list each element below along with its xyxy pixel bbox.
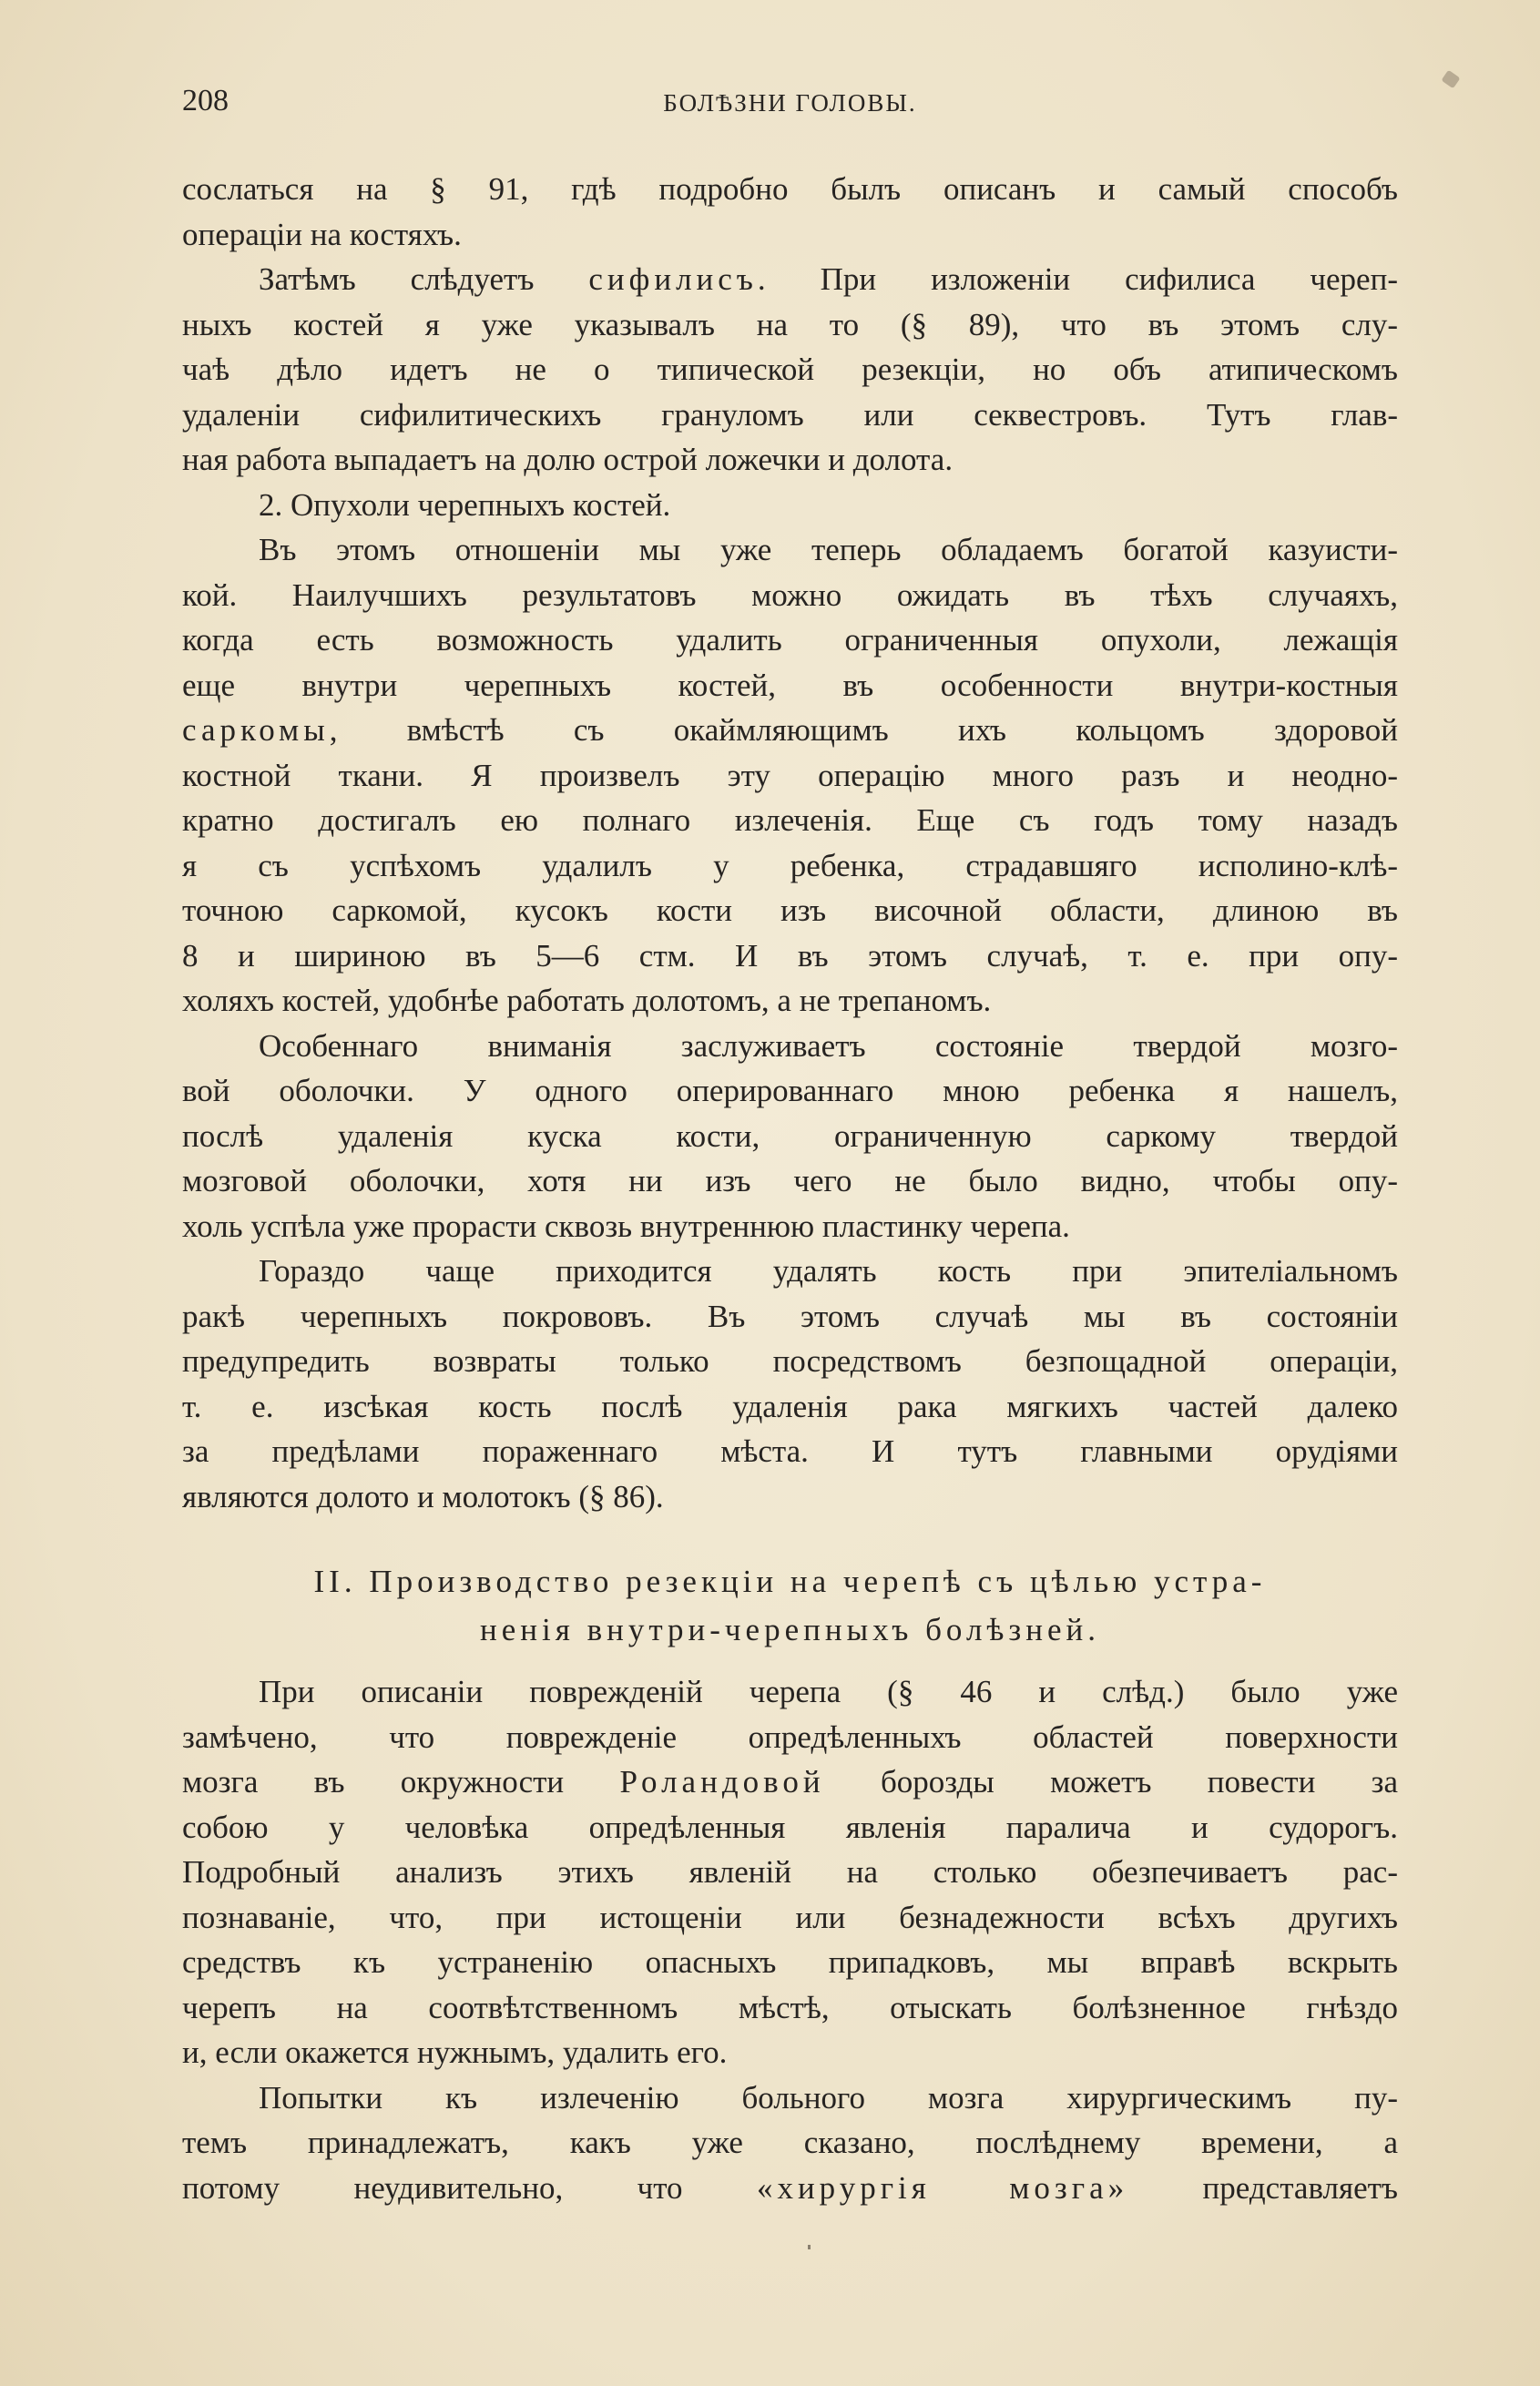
text-line: я съ успѣхомъ удалилъ у ребенка, страдавшяго исполино-клѣ- (182, 847, 1398, 883)
text-line: мозговой оболочки, хотя ни изъ чего не было видно, чтобы опу- (182, 1163, 1398, 1198)
text-line: еще внутри черепныхъ костей, въ особенности внутри-костныя (182, 667, 1398, 703)
text-line: мозга въ окружности Роландовой борозды можетъ повести за (182, 1764, 1398, 1800)
text-line: собою у человѣка опредѣленныя явленія паралича и судорогъ. (182, 1809, 1398, 1845)
text-line: холяхъ костей, удобнѣе работать долотомъ, а не трепаномъ. (182, 983, 992, 1018)
text-line: При описаніи поврежденій черепа (§ 46 и слѣд.) было уже (259, 1674, 1398, 1709)
text-block-bottom (182, 1669, 1398, 2210)
text-line: потому неудивительно, что «хирургія мозга» представляетъ (182, 2169, 1399, 2206)
text-line: Гораздо чаще приходится удалять кость при эпителіальномъ (259, 1253, 1398, 1289)
paragraph-continuation (182, 167, 1398, 257)
text-line: удаленіи сифилитическихъ грануломъ или секвестровъ. Тутъ глав- (182, 396, 1398, 433)
text-line: ная работа выпадаетъ на долю острой ложечки и долота. (182, 442, 954, 477)
section-heading-line: II. Производство резекціи на черепѣ съ цѣлью устра- (313, 1564, 1267, 1599)
text-line: познаваніе, что, при истощеніи или безнадежности всѣхъ другихъ (182, 1899, 1398, 1935)
page-header (182, 84, 1398, 120)
spaced-term: саркомы (182, 712, 330, 748)
spaced-term: сифилисъ (588, 261, 758, 297)
text-line: черепъ на соотвѣтственномъ мѣстѣ, отыскать болѣзненное гнѣздо (182, 1989, 1398, 2025)
text-line: средствъ къ устраненію опасныхъ припадковъ, мы вправѣ вскрыть (182, 1944, 1398, 1980)
text-line: и, если окажется нужнымъ, удалить его. (182, 2034, 728, 2070)
text-line: т. е. изсѣкая кость послѣ удаленія рака мягкихъ частей далеко (182, 1388, 1398, 1424)
text-line: точною саркомой, кусокъ кости изъ височной области, длиною въ (182, 892, 1398, 928)
text-line: темъ принадлежатъ, какъ уже сказано, послѣднему времени, а (182, 2125, 1398, 2160)
text-line: Попытки къ излеченію больного мозга хирургическимъ пу- (259, 2079, 1398, 2116)
section-heading-line: ненія внутри-черепныхъ болѣзней. (480, 1612, 1100, 1647)
text-line: за предѣлами пораженнаго мѣста. И тутъ главными орудіями (182, 1433, 1398, 1469)
text-line: Въ этомъ отношеніи мы уже теперь обладаемъ богатой казуисти- (259, 532, 1398, 567)
spaced-term: «хирургія мозга» (756, 2169, 1129, 2206)
text-line: ныхъ костей я уже указывалъ на то (§ 89), что въ этомъ слу- (182, 306, 1398, 342)
text-line: замѣчено, что поврежденіе опредѣленныхъ областей поверхности (182, 1718, 1398, 1755)
text-line: костной ткани. Я произвелъ эту операцію много разъ и неодно- (182, 757, 1398, 793)
text-line: Особеннаго вниманія заслуживаетъ состояніе твердой мозго- (259, 1027, 1398, 1064)
text-line: сослаться на § 91, гдѣ подробно былъ описанъ и самый способъ (182, 171, 1398, 207)
text-line: операціи на костяхъ. (182, 216, 462, 252)
spaced-term: Роландовой (619, 1764, 825, 1800)
text-line: являются долото и молотокъ (§ 86). (182, 1478, 664, 1514)
text-line: послѣ удаленія куска кости, ограниченную саркому твердой (182, 1117, 1398, 1154)
text-line: холь успѣла уже прорасти сквозь внутреннюю пластинку черепа. (182, 1208, 1070, 1244)
subheading-tumors: 2. Опухоли черепныхъ костей. (259, 486, 671, 523)
running-head: БОЛѢЗНИ ГОЛОВЫ. (663, 89, 917, 117)
text-line: Подробный анализъ этихъ явленій на столько обезпечиваетъ рас- (182, 1854, 1398, 1890)
text-line: Затѣмъ слѣдуетъ сифилисъ. При изложеніи сифилиса череп- (259, 261, 1398, 297)
text-line: саркомы, вмѣстѣ съ окаймляющимъ ихъ кольцомъ здоровой (182, 712, 1398, 748)
paragraph-epithelial (182, 1249, 1398, 1519)
print-speck (808, 2245, 811, 2249)
text-line: ракѣ черепныхъ покрововъ. Въ этомъ случаѣ мы въ состояніи (182, 1298, 1398, 1334)
paragraph-tumors (182, 527, 1398, 1024)
paragraph-brain-surgery (182, 2075, 1398, 2211)
text-block-top (182, 167, 1398, 1519)
text-line: предупредить возвраты только посредствомъ безпощадной операціи, (182, 1343, 1398, 1379)
page-number: 208 (182, 84, 229, 117)
text-line: вой оболочки. У одного оперированнаго мною ребенка я нашелъ, (182, 1073, 1398, 1108)
text-line: кой. Наилучшихъ результатовъ можно ожидать въ тѣхъ случаяхъ, (182, 576, 1398, 613)
text-line: 8 и шириною въ 5—6 стм. И въ этомъ случаѣ, т. е. при опу- (182, 937, 1398, 974)
corner-stain (1441, 70, 1460, 89)
section-heading (182, 1557, 1398, 1654)
paragraph-syphilis (182, 257, 1398, 483)
paragraph-brain-injuries (182, 1669, 1398, 2075)
text-line: кратно достигалъ ею полнаго излеченія. Еще съ годъ тому назадъ (182, 802, 1398, 838)
text-line: когда есть возможность удалить ограниченныя опухоли, лежащія (182, 622, 1398, 658)
text-line: чаѣ дѣло идетъ не о типической резекціи, но объ атипическомъ (182, 352, 1398, 387)
paragraph-dura (182, 1024, 1398, 1249)
